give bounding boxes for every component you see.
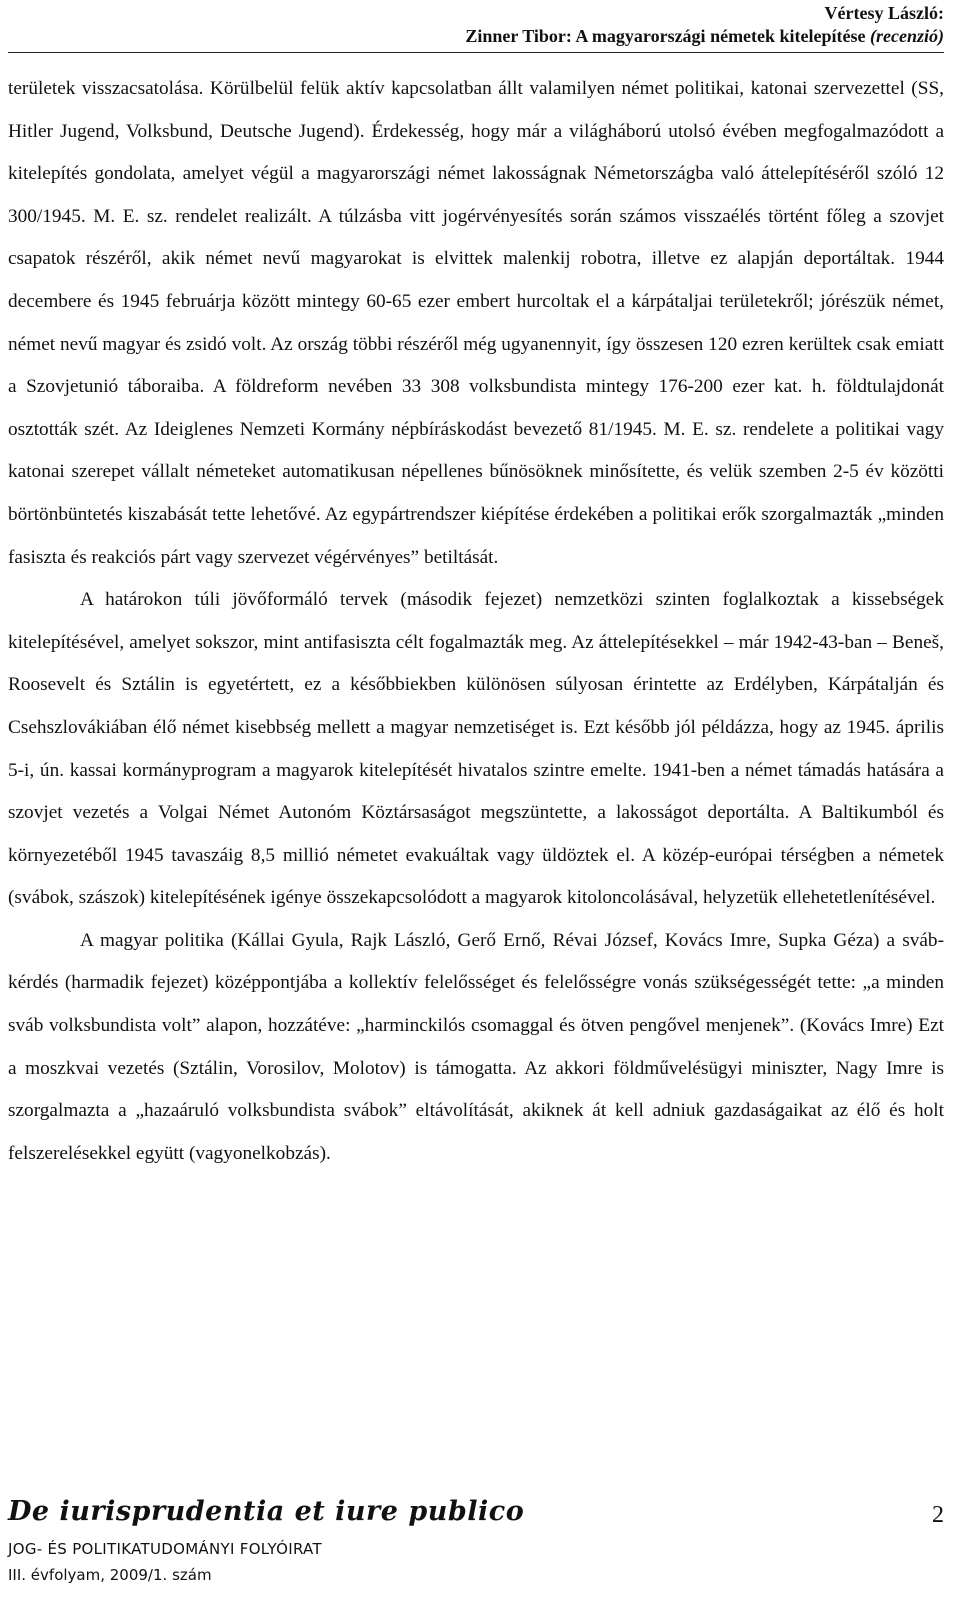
article-body — [8, 68, 944, 1175]
running-header — [465, 2, 944, 48]
paragraph-3: A magyar politika (Kállai Gyula, Rajk László, Gerő Ernő, Révai József, Kovács Imre, Supka Géza) a sváb-kérdés (harmadik fejezet) középpontjába a kollektív felelősséget és felelősségre vonás szükségességét tette: „a minden sváb volksbundista volt” alapon, hozzátéve: „harminckilós csomaggal és ötven pengővel menjenek”. (Kovács Imre) Ezt a moszkvai vezetés (Sztálin, Vorosilov, Molotov) is támogatta. Az akkori földművelésügyi miniszter, Nagy Imre is szorgalmazta a „hazaáruló volksbundista svábok” eltávolítását, akiknek át kell adniuk gazdaságaikat az élő és holt felszerelésekkel együtt (vagyonelkobzás). — [8, 929, 944, 1164]
header-title-note: (recenzió) — [870, 26, 944, 46]
header-title — [465, 25, 944, 48]
page-number: 2 — [932, 1502, 944, 1528]
header-divider — [8, 52, 944, 53]
page-footer — [8, 1496, 944, 1604]
journal-name: De iurisprudentia et iure publico — [8, 1496, 525, 1527]
paragraph-1: területek visszacsatolása. Körülbelül felük aktív kapcsolatban állt valamilyen német politikai, katonai szervezettel (SS, Hitler Jugend, Volksbund, Deutsche Jugend). Érdekesség, hogy már a világháború utolsó évében megfogalmazódott a kitelepítés gondolata, amelyet végül a magyarországi német lakosságnak Németországba való áttelepítéséről szóló 12 300/1945. M. E. sz. rendelet realizált. A túlzásba vitt jogérvényesítés során számos visszaélés történt főleg a szovjet csapatok részéről, akik német nevű magyarokat is elvittek malenkij robotra, illetve ez alapján deportáltak. 1944 decembere és 1945 februárja között mintegy 60-65 ezer embert hurcoltak el a kárpátaljai területekről; jórészük német, német nevű magyar és zsidó volt. Az ország többi részéről még ugyanennyit, így összesen 120 ezren kerültek csak emiatt a Szovjetunió táboraiba. A földreform nevében 33 308 volksbundista mintegy 176-200 ezer kat. h. földtulajdonát osztották szét. Az Ideiglenes Nemzeti Kormány népbíráskodást bevezető 81/1945. M. E. sz. rendelete a politikai vagy katonai szerepet vállalt németeket automatikusan népellenes bűnösöknek minősítette, és velük szemben 2-5 év közötti börtönbüntetés kiszabását tette lehetővé. Az egypártrendszer kiépítése érdekében a politikai erők szorgalmazták „minden fasiszta és reakciós párt vagy szervezet végérvényes” betiltását. — [8, 78, 944, 568]
header-author: Vértesy László: — [824, 3, 944, 23]
paragraph-2: A határokon túli jövőformáló tervek (második fejezet) nemzetközi szinten foglalkoztak a kissebségek kitelepítésével, amelyet sokszor, mint antifasiszta célt fogalmazták meg. Az áttelepítésekkel – már 1942-43-ban – Beneš, Roosevelt és Sztálin is egyetértett, ez a későbbiekben különösen súlyosan érintette az Erdélyben, Kárpátalján és Csehszlovákiában élő német kisebbség mellett a magyar nemzetiséget is. Ezt később jól példázza, hogy az 1945. április 5-i, ún. kassai kormányprogram a magyarok kitelepítését hivatalos szintre emelte. 1941-ben a német támadás hatására a szovjet vezetés a Volgai Német Autonóm Köztársaságot megszüntette, a lakosságot deportálta. A Baltikumból és környezetéből 1945 tavaszáig 8,5 millió németet evakuáltak vagy üldöztek el. A közép-európai térségben a németek (svábok, szászok) kitelepítésének igénye összekapcsolódott a magyarok kitoloncolásával, helyzetük ellehetetlenítésével. — [8, 589, 944, 909]
header-title-main: Zinner Tibor: A magyarországi németek kitelepítése — [465, 26, 871, 46]
journal-subtitle: JOG- ÉS POLITIKATUDOMÁNYI FOLYÓIRAT — [8, 1540, 322, 1558]
journal-issue: III. évfolyam, 2009/1. szám — [8, 1566, 212, 1584]
